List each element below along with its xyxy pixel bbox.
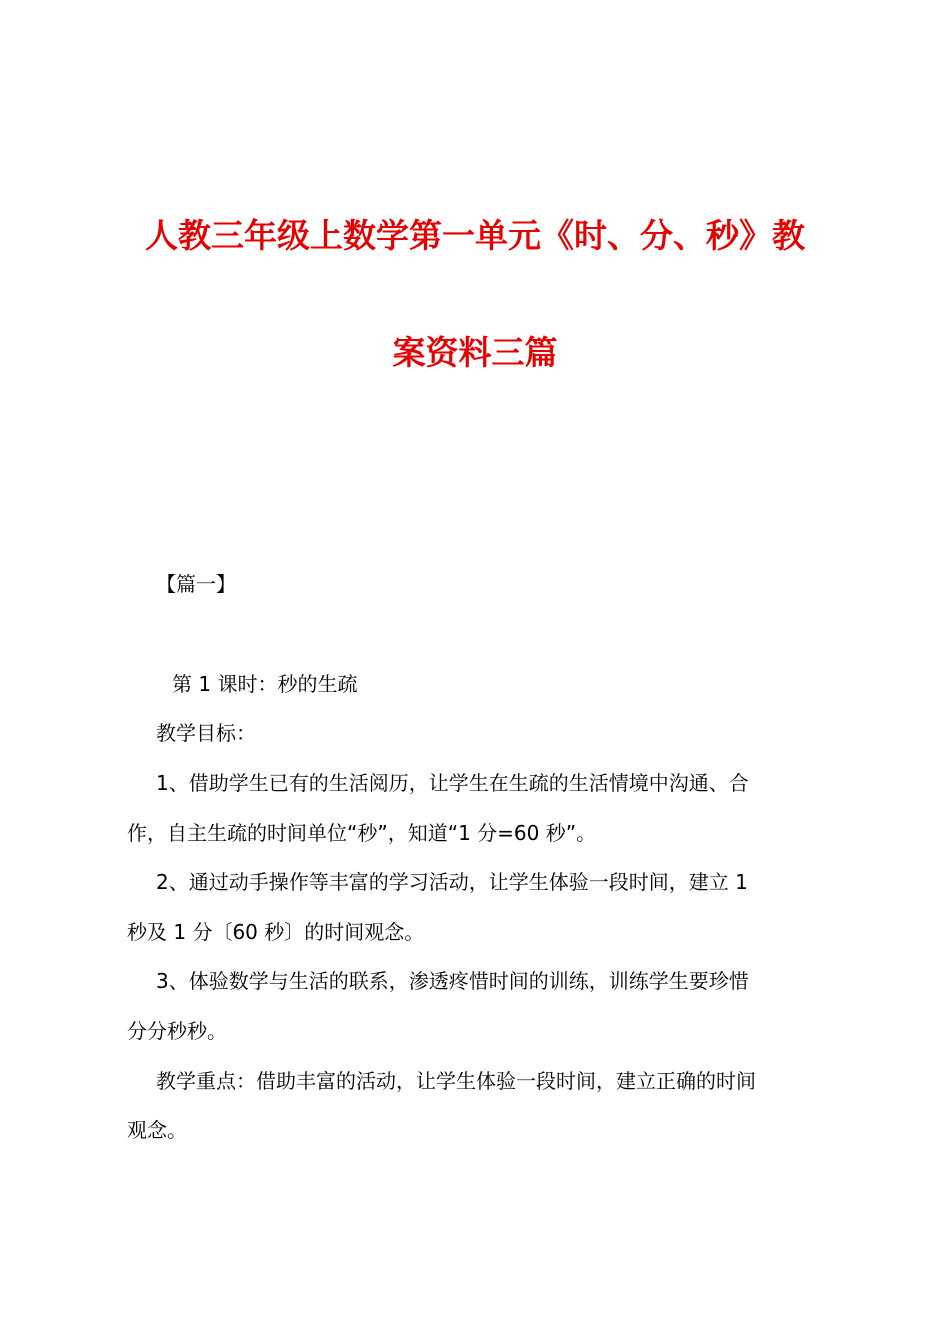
- document-title-line-2: 案资料三篇: [392, 333, 558, 372]
- objective-3-line-2: 分分秒秒。: [127, 1019, 227, 1043]
- key-point-line-2: 观念。: [127, 1118, 187, 1142]
- objective-1-line-2: 作，自主生疏的时间单位“秒”，知道“1 分=60 秒”。: [127, 821, 597, 845]
- objective-2-line-1: 2、通过动手操作等丰富的学习活动，让学生体验一段时间，建立 1: [156, 870, 748, 894]
- objective-3-line-1: 3、体验数学与生活的联系，渗透疼惜时间的训练，训练学生要珍惜: [156, 969, 749, 993]
- objective-2-line-2: 秒及 1 分〔60 秒〕的时间观念。: [127, 920, 425, 944]
- section-heading: 【篇一】: [156, 572, 236, 596]
- key-point-line-1: 教学重点：借助丰富的活动，让学生体验一段时间，建立正确的时间: [156, 1069, 756, 1093]
- objectives-heading: 教学目标：: [156, 721, 256, 745]
- document-title-line-1: 人教三年级上数学第一单元《时、分、秒》教: [145, 216, 805, 255]
- objective-1-line-1: 1、借助学生已有的生活阅历，让学生在生疏的生活情境中沟通、合: [156, 771, 749, 795]
- lesson-title: 第 1 课时：秒的生疏: [172, 672, 358, 696]
